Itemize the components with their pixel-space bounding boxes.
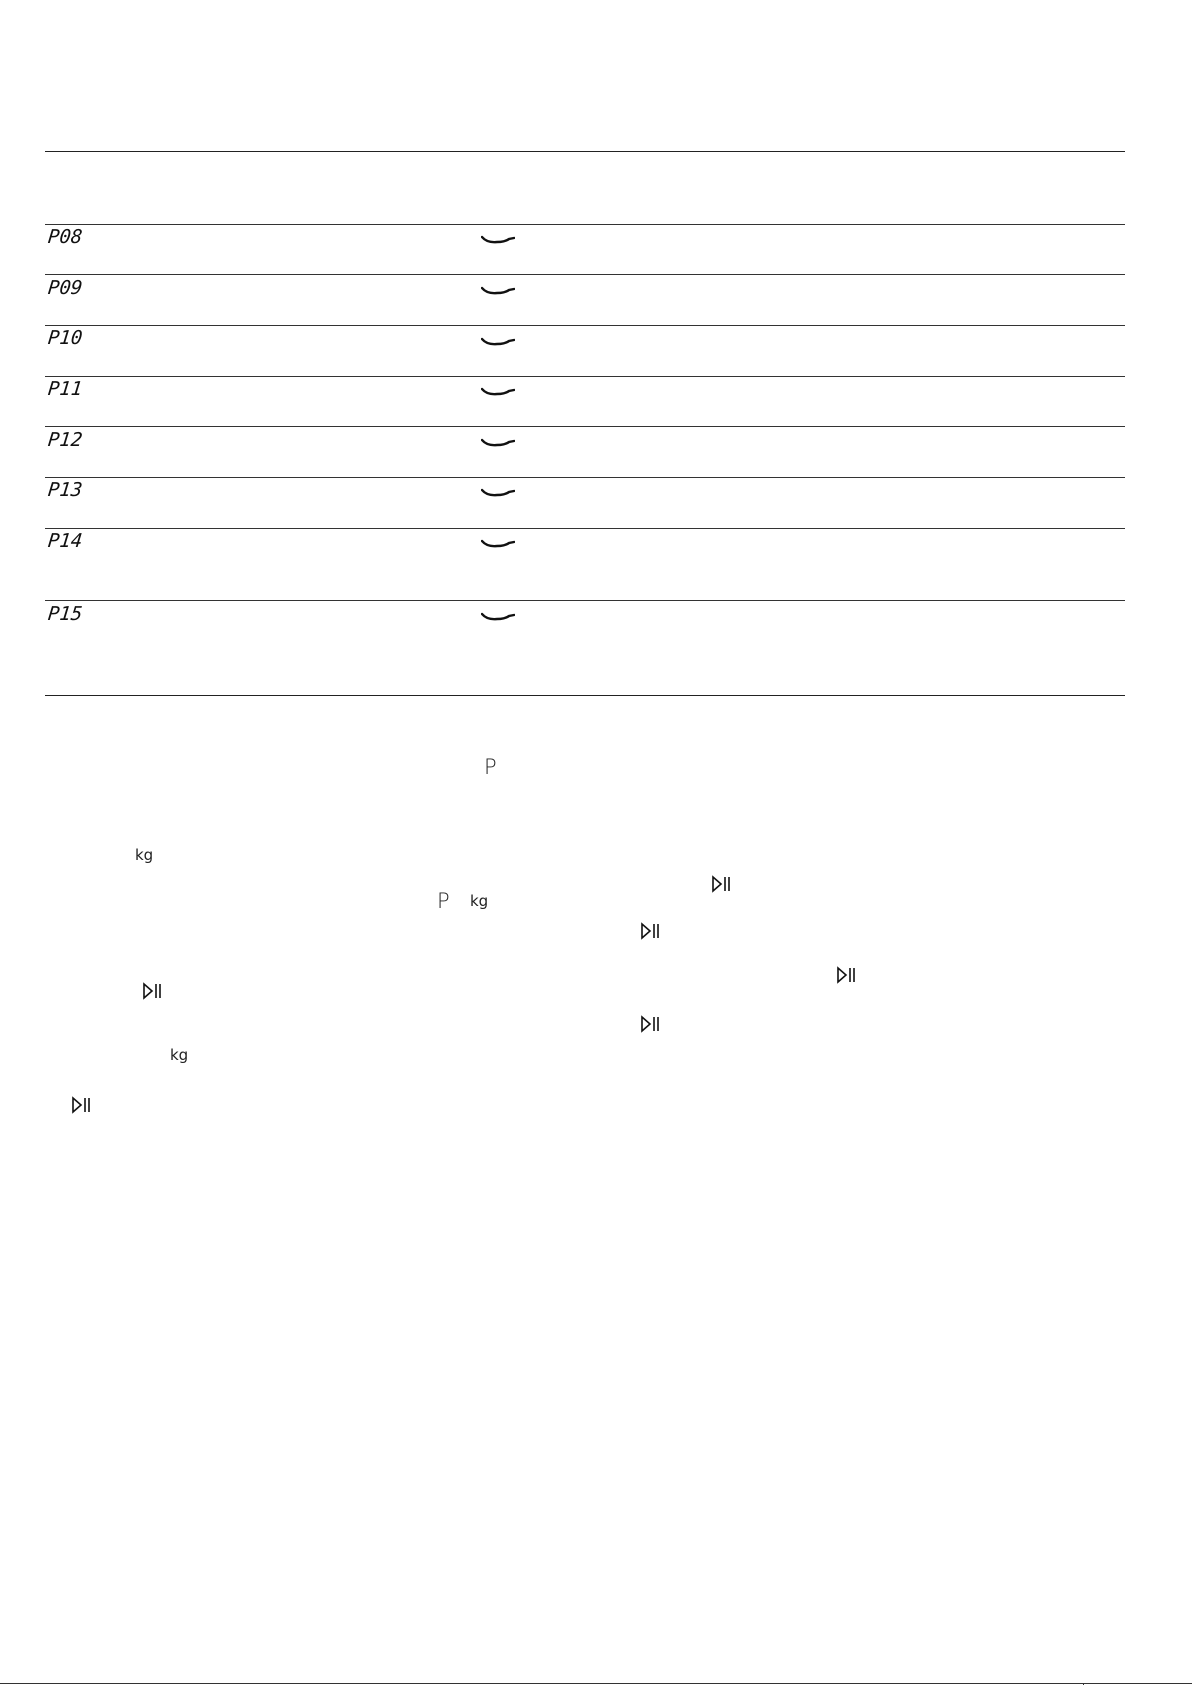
program-code: P13 (46, 479, 84, 501)
start-pause-icon (142, 982, 164, 1000)
start-pause-icon (836, 966, 858, 984)
program-code: P08 (46, 226, 84, 248)
row-rule-2 (45, 325, 1125, 326)
program-code: P09 (46, 277, 84, 299)
row-rule-7 (45, 600, 1125, 601)
program-code: P15 (46, 603, 84, 625)
weight-unit: kg (170, 1046, 189, 1064)
start-pause-icon (640, 922, 662, 940)
program-code: P12 (46, 429, 84, 451)
program-code: P11 (46, 378, 84, 400)
table-top-rule (45, 151, 1125, 152)
duration-arc-icon (481, 336, 515, 348)
table-bottom-rule (45, 695, 1125, 696)
duration-arc-icon (481, 386, 515, 398)
weight-unit: kg (470, 892, 489, 910)
duration-arc-icon (481, 234, 515, 246)
start-pause-icon (711, 875, 733, 893)
row-rule-3 (45, 376, 1125, 377)
program-symbol: P (484, 755, 497, 779)
duration-arc-icon (481, 285, 515, 297)
duration-arc-icon (481, 437, 515, 449)
program-code: P10 (46, 327, 84, 349)
footer-rule (0, 1683, 1192, 1684)
program-code: P14 (46, 530, 84, 552)
duration-arc-icon (481, 487, 515, 499)
row-rule-6 (45, 528, 1125, 529)
start-pause-icon (640, 1015, 662, 1033)
start-pause-icon (71, 1096, 93, 1114)
row-rule-4 (45, 426, 1125, 427)
program-symbol: P (437, 889, 450, 913)
weight-unit: kg (135, 846, 154, 864)
duration-arc-icon (481, 538, 515, 550)
row-rule-5 (45, 477, 1125, 478)
duration-arc-icon (481, 611, 515, 623)
row-rule-1 (45, 274, 1125, 275)
table-header-rule (45, 224, 1125, 225)
